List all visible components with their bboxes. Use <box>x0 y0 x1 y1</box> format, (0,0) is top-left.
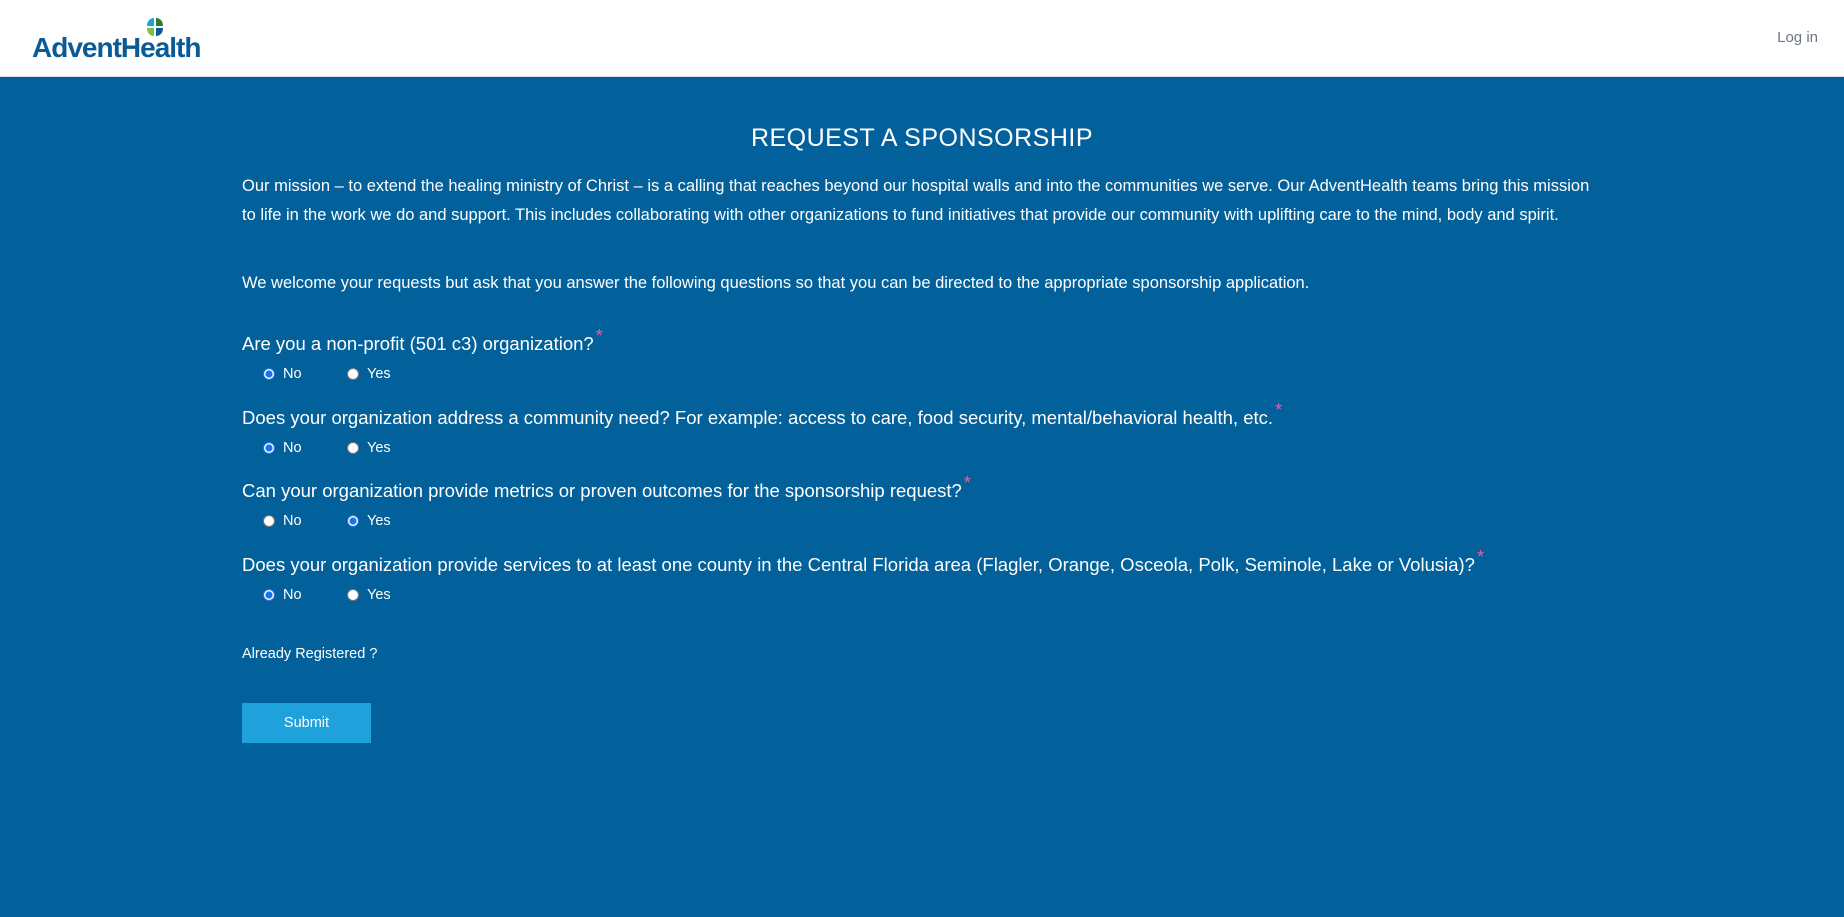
radio-label: No <box>283 440 302 456</box>
required-indicator: * <box>1476 547 1484 567</box>
question-metrics <box>242 473 1602 529</box>
radio-option-no[interactable] <box>263 364 302 384</box>
radio-group <box>263 511 463 531</box>
radio-no[interactable] <box>263 515 275 527</box>
radio-yes[interactable] <box>347 442 359 454</box>
radio-option-yes[interactable] <box>347 364 391 384</box>
question-label: Are you a non-profit (501 c3) organization? <box>242 333 594 354</box>
radio-group <box>263 438 463 458</box>
question-label: Does your organization provide services to at least one county in the Central Florida area (Flagler, Orange, Osceola, Polk, Seminole, Lake or Volusia)? <box>242 554 1475 575</box>
radio-label: Yes <box>367 587 391 603</box>
logo-text: AdventHealth <box>32 32 201 63</box>
radio-group <box>263 585 463 605</box>
radio-no[interactable] <box>263 368 275 380</box>
radio-no[interactable] <box>263 589 275 601</box>
radio-label: No <box>283 366 302 382</box>
already-registered-link[interactable]: Already Registered ? <box>242 646 378 662</box>
page-title: REQUEST A SPONSORSHIP <box>750 124 1094 152</box>
intro-paragraph-mission: Our mission – to extend the healing ministry of Christ – is a calling that reaches beyond our hospital walls and into the communities we serve. Our AdventHealth teams bring this mission to life in the work we do and support. This includes collaborating with other organizations to fund initiatives that provide our community with uplifting care to the mind, body and spirit. <box>242 177 1590 224</box>
question-label: Does your organization address a community need? For example: access to care, food security, mental/behavioral health, etc. <box>242 407 1274 428</box>
radio-label: Yes <box>367 513 391 529</box>
required-indicator: * <box>1275 400 1283 420</box>
radio-option-yes[interactable] <box>347 438 391 458</box>
radio-yes[interactable] <box>347 368 359 380</box>
radio-option-no[interactable] <box>263 511 302 531</box>
login-link[interactable]: Log in <box>1777 29 1818 46</box>
radio-label: Yes <box>367 440 391 456</box>
submit-button[interactable]: Submit <box>242 703 371 743</box>
radio-option-no[interactable] <box>263 438 302 458</box>
required-indicator: * <box>963 473 971 493</box>
radio-label: Yes <box>367 366 391 382</box>
radio-yes[interactable] <box>347 589 359 601</box>
intro-paragraph-instructions: We welcome your requests but ask that you answer the following questions so that you can be directed to the appropriate sponsorship application. <box>242 274 1310 292</box>
site-header <box>0 0 1844 77</box>
question-community-need <box>242 400 1602 456</box>
radio-no[interactable] <box>263 442 275 454</box>
question-nonprofit <box>242 326 1602 382</box>
question-central-florida <box>242 547 1602 603</box>
adventhealth-logo[interactable] <box>32 16 212 64</box>
radio-group <box>263 364 463 384</box>
radio-option-no[interactable] <box>263 585 302 605</box>
radio-label: No <box>283 513 302 529</box>
required-indicator: * <box>595 326 603 346</box>
radio-yes[interactable] <box>347 515 359 527</box>
question-label: Can your organization provide metrics or proven outcomes for the sponsorship request? <box>242 480 962 501</box>
radio-option-yes[interactable] <box>347 511 391 531</box>
radio-label: No <box>283 587 302 603</box>
radio-option-yes[interactable] <box>347 585 391 605</box>
